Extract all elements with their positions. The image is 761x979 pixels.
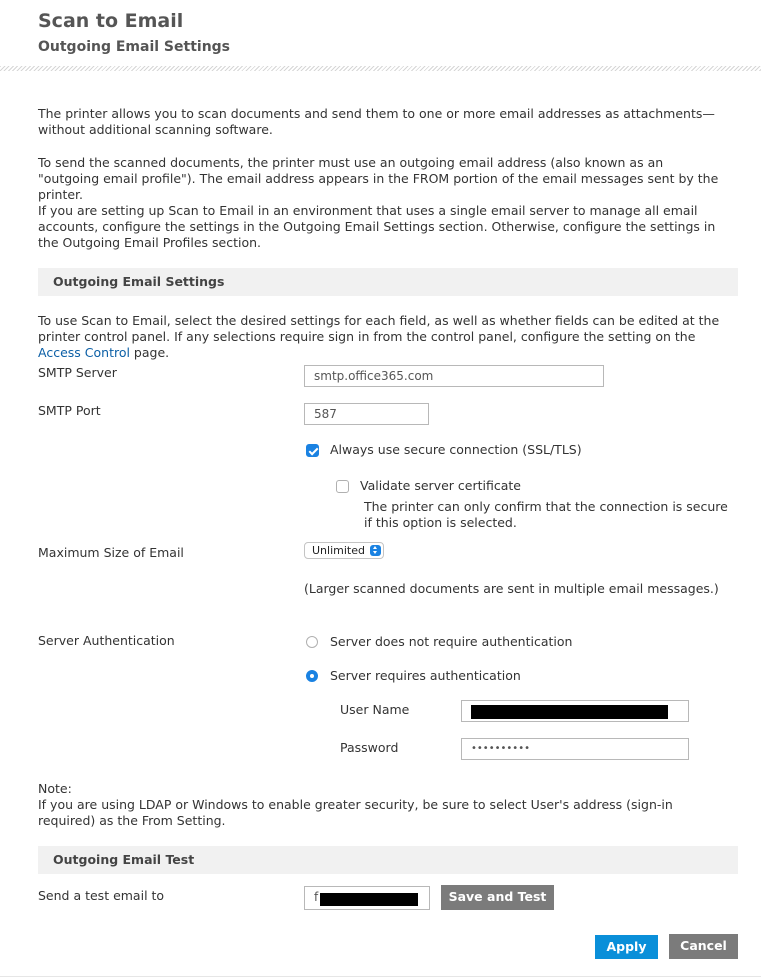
intro-paragraph-2: To send the scanned documents, the printer must use an outgoing email address (also known as an "outgoing email profile"). The email address appears in the FROM portion of the email messages sent by the printer. (38, 155, 719, 202)
intro-paragraph-1: The printer allows you to scan documents and send them to one or more email addresses as attachments—without additional scanning software. (38, 106, 715, 137)
server-authentication-label: Server Authentication (38, 633, 175, 648)
auth-not-required-radio[interactable] (306, 636, 318, 648)
test-email-redaction (320, 893, 418, 906)
test-email-prefix: f (314, 890, 319, 904)
username-redaction (471, 705, 668, 719)
note-text: If you are using LDAP or Windows to enable greater security, be sure to select User's address (sign-in required) as the From Setting. (38, 797, 673, 828)
intro-paragraph-3: If you are setting up Scan to Email in an environment that uses a single email server to manage all email accounts, configure the settings in the Outgoing Email Settings section. Otherwise, configure the settings in the Outgoing Email Profiles section. (38, 203, 716, 250)
auth-not-required-label: Server does not require authentication (330, 634, 573, 649)
max-size-note: (Larger scanned documents are sent in multiple email messages.) (304, 581, 719, 596)
secure-connection-label: Always use secure connection (SSL/TLS) (330, 442, 582, 457)
note-title: Note: (38, 781, 72, 796)
save-and-test-button[interactable]: Save and Test (441, 885, 554, 910)
test-email-label: Send a test email to (38, 888, 165, 903)
settings-section-header (38, 268, 738, 296)
validate-certificate-checkbox[interactable] (336, 480, 349, 493)
password-input[interactable]: •••••••••• (461, 738, 689, 760)
apply-button[interactable]: Apply (595, 935, 658, 959)
access-control-link[interactable]: Access Control (38, 345, 130, 360)
username-label: User Name (340, 702, 410, 717)
test-email-input[interactable] (304, 886, 430, 910)
page-title: Scan to Email (38, 10, 184, 32)
auth-required-label: Server requires authentication (330, 668, 521, 683)
page-subtitle: Outgoing Email Settings (38, 39, 231, 55)
settings-description (38, 313, 728, 361)
settings-description-tail: page. (129, 345, 170, 360)
smtp-server-label: SMTP Server (38, 365, 117, 380)
password-label: Password (340, 740, 399, 755)
username-input[interactable] (461, 700, 689, 722)
secure-connection-checkbox[interactable] (306, 444, 319, 457)
max-size-label: Maximum Size of Email (38, 545, 184, 560)
cancel-button[interactable]: Cancel (669, 934, 738, 959)
smtp-port-input[interactable]: 587 (304, 403, 429, 425)
max-size-selected: Unlimited (312, 544, 365, 557)
settings-section-heading: Outgoing Email Settings (53, 274, 225, 289)
validate-certificate-label: Validate server certificate (360, 478, 521, 493)
auth-required-radio[interactable] (306, 670, 318, 682)
test-section-heading: Outgoing Email Test (53, 852, 195, 867)
smtp-port-label: SMTP Port (38, 403, 101, 418)
test-section-header (38, 846, 738, 874)
select-arrows-icon (370, 545, 381, 556)
max-size-select[interactable] (304, 542, 384, 559)
validate-certificate-help: The printer can only confirm that the connection is secure if this option is selected. (364, 499, 728, 530)
footer-divider (0, 976, 761, 977)
smtp-server-input[interactable]: smtp.office365.com (304, 365, 604, 387)
settings-description-text: To use Scan to Email, select the desired settings for each field, as well as whether fields can be edited at the printer control panel. If any selections require sign in from the control panel, configure the setting on the (38, 313, 720, 344)
header-divider (0, 66, 761, 71)
